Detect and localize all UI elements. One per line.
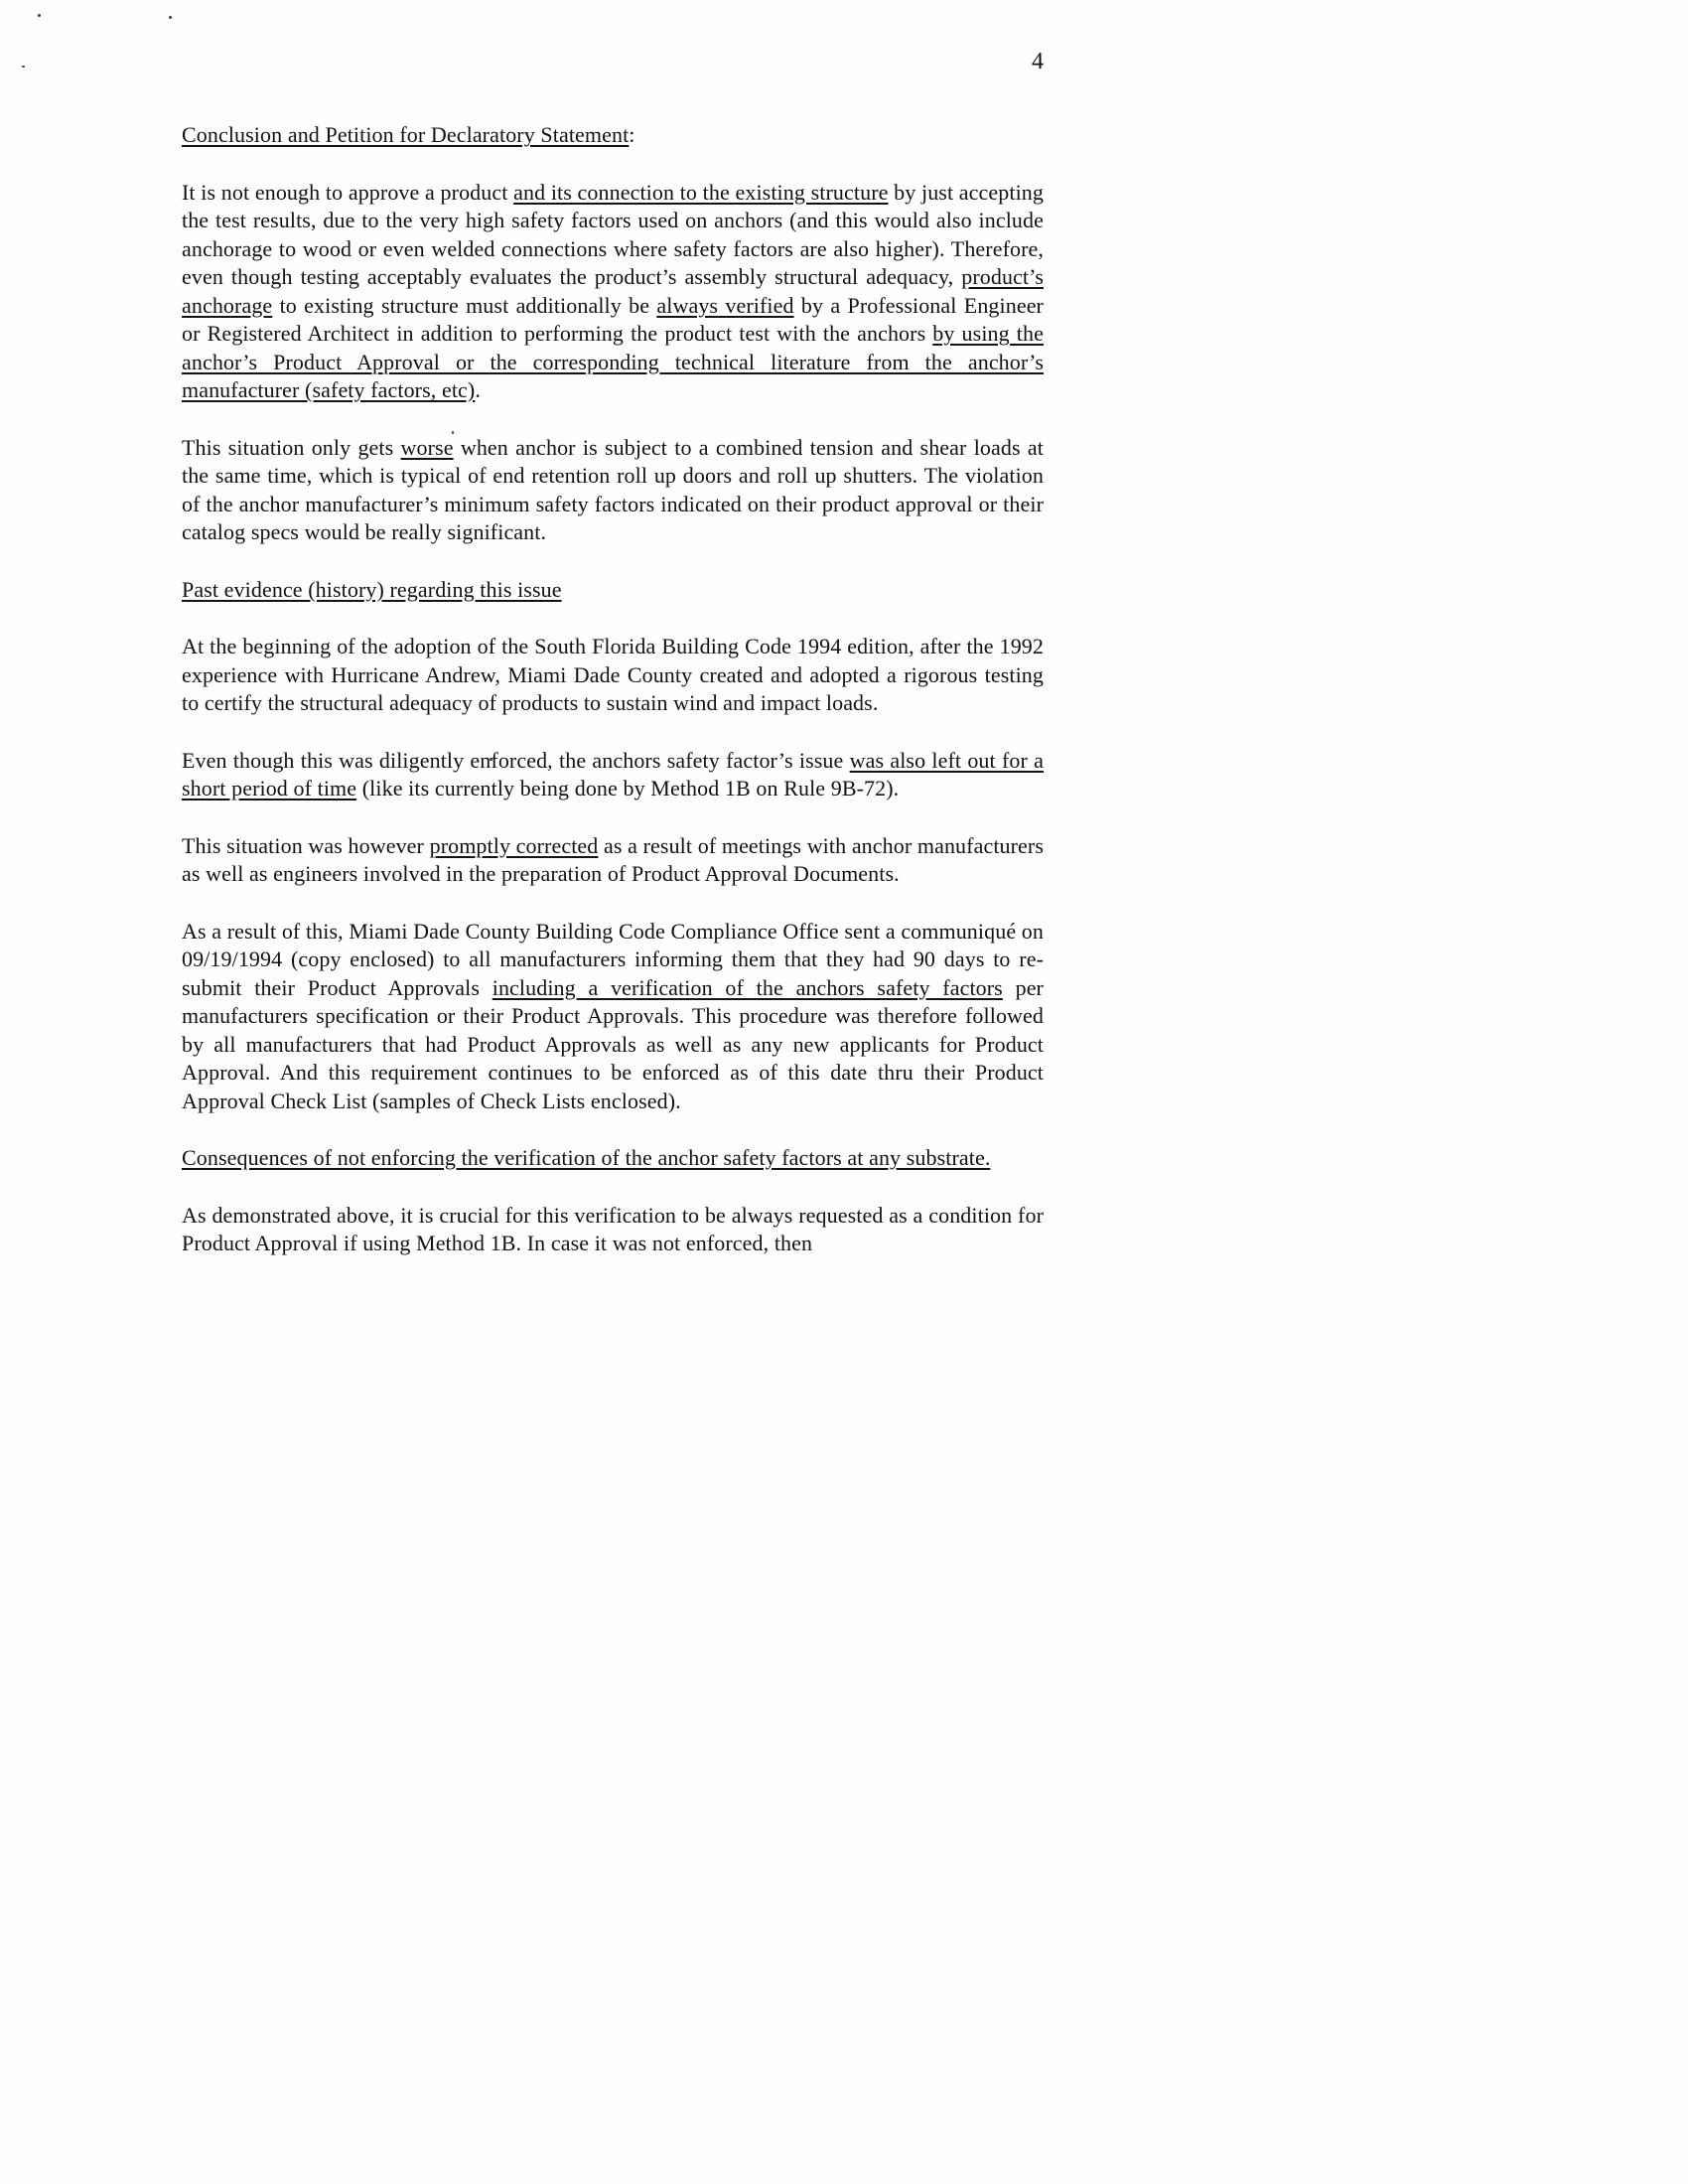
text-segment: This situation was however xyxy=(182,832,430,858)
underlined-text: Consequences of not enforcing the verification of the anchor safety factors at any substrate. xyxy=(182,1145,991,1170)
underlined-text: and its connection to the existing structure xyxy=(513,179,889,205)
section-heading xyxy=(182,121,1044,150)
text-segment: As a result of this, Miami Dade County Building Code Compliance Office sent a communiqué on 09/19/1994 (copy enclosed) to all manufacturers informing them that they had 90 days to re-submit their Product Approvals xyxy=(182,918,1044,1000)
paragraph xyxy=(182,747,1044,803)
underlined-text: promptly corrected xyxy=(429,832,599,858)
page-content xyxy=(182,48,1044,1287)
underlined-text: including a verification of the anchors safety factors xyxy=(492,974,1003,1000)
text-segment: . xyxy=(475,377,481,402)
underlined-text: by using the anchor’s Product Approval or the corresponding technical literature from the anchor’s manufacturer (safety factors, etc) xyxy=(182,321,1044,402)
underlined-text: worse xyxy=(400,434,454,460)
underlined-text: was also left out for a short period of time xyxy=(182,747,1045,801)
text-segment: Even though this was diligently enforced, the anchors safety factor’s issue xyxy=(182,747,850,773)
underlined-text: always verified xyxy=(656,292,794,318)
text-segment: (like its currently being done by Method 1B on Rule 9B-72). xyxy=(356,776,900,801)
text-segment: when anchor is subject to a combined tension and shear loads at the same time, which is typical of end retention roll up doors and roll up shutters. The violation of the anchor manufacturer’s minimum safety factors indicated on their product approval or their catalog specs would be really significant. xyxy=(182,434,1044,544)
text-segment: per manufacturers specification or their Product Approvals. This procedure was therefore followed by all manufacturers that had Product Approvals as well as any new applicants for Product Approval. And this requirement continues to be enforced as of this date thru their Product Approval Check List (samples of Check Lists enclosed). xyxy=(182,974,1044,1113)
text-segment: by a Professional Engineer or Registered Architect in addition to performing the product test with the anchors xyxy=(182,292,1044,346)
document-body xyxy=(182,121,1044,1258)
text-segment: to existing structure must additionally be xyxy=(272,292,657,318)
text-segment: At the beginning of the adoption of the South Florida Building Code 1994 edition, after the 1992 experience with Hurricane Andrew, Miami Dade County created and adopted a rigorous testing to certify the structural adequacy of products to sustain wind and impact loads. xyxy=(182,634,1044,715)
text-segment: : xyxy=(629,122,635,147)
text-segment: This situation only gets xyxy=(182,434,401,460)
page-number: 4 xyxy=(1032,49,1044,74)
section-heading xyxy=(182,1144,1044,1173)
paragraph xyxy=(182,1202,1044,1258)
text-segment: as a result of meetings with anchor manufacturers as well as engineers involved in the preparation of Product Approval Documents. xyxy=(182,832,1045,886)
underlined-text: Past evidence (history) regarding this issue xyxy=(182,576,562,602)
paragraph xyxy=(182,179,1044,405)
scan-speck xyxy=(38,14,41,17)
text-segment: As demonstrated above, it is crucial for this verification to be always requested as a condition for Product Approval if using Method 1B. In case it was not enforced, then xyxy=(182,1202,1044,1255)
paragraph xyxy=(182,633,1044,718)
paragraph xyxy=(182,918,1044,1116)
paragraph xyxy=(182,832,1044,889)
scan-speck xyxy=(22,66,25,68)
scan-speck xyxy=(169,16,172,19)
text-segment: It is not enough to approve a product xyxy=(182,179,514,205)
paragraph xyxy=(182,434,1044,547)
section-heading xyxy=(182,576,1044,605)
underlined-text: Conclusion and Petition for Declaratory Statement xyxy=(182,122,630,147)
text-segment: by just accepting the test results, due to the very high safety factors used on anchors (and this would also include anchorage to wood or even welded connections where safety factors are also higher). Therefore, even though testing acceptably evaluates the product’s assembly structural adequacy, xyxy=(182,179,1044,289)
underlined-text: product’s anchorage xyxy=(182,264,1044,318)
